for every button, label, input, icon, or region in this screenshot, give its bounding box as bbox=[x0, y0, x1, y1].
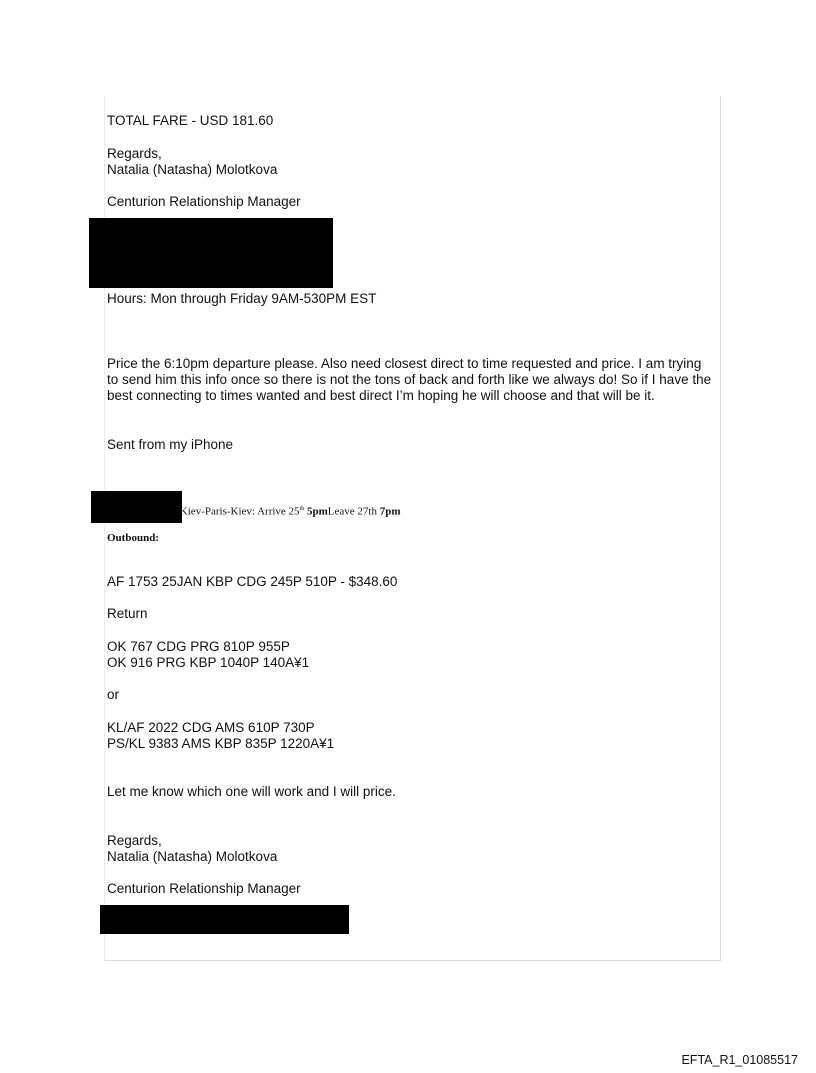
return-option-2-line-2: PS/KL 9383 AMS KBP 835P 1220A¥1 bbox=[107, 736, 335, 751]
sender-title: Centurion Relationship Manager bbox=[107, 194, 301, 209]
regards-label: Regards, bbox=[107, 833, 162, 848]
return-option-1-line-2: OK 916 PRG KBP 1040P 140A¥1 bbox=[107, 655, 310, 670]
redaction-box bbox=[100, 905, 349, 934]
or-label: or bbox=[107, 687, 120, 702]
route-leave: Leave 27th bbox=[327, 505, 380, 518]
return-label: Return bbox=[107, 606, 148, 621]
redaction-box bbox=[91, 491, 182, 523]
route-prefix: : Kiev-Paris-Kiev: Arrive 25 bbox=[174, 505, 300, 518]
regards-label: Regards, bbox=[107, 146, 162, 161]
business-hours: Hours: Mon through Friday 9AM-530PM EST bbox=[107, 291, 377, 306]
route-line bbox=[174, 502, 400, 519]
closing-note: Let me know which one will work and I will price. bbox=[107, 784, 396, 799]
route-superscript: th bbox=[299, 506, 305, 512]
leave-time: 7pm bbox=[379, 505, 401, 518]
document-id: EFTA_R1_01085517 bbox=[681, 1053, 798, 1067]
arrive-time: 5pm bbox=[306, 505, 328, 518]
outbound-flight: AF 1753 25JAN KBP CDG 245P 510P - $348.60 bbox=[107, 574, 398, 589]
return-option-1-line-1: OK 767 CDG PRG 810P 955P bbox=[107, 639, 290, 654]
sent-from-signature: Sent from my iPhone bbox=[107, 437, 234, 452]
sender-title: Centurion Relationship Manager bbox=[107, 881, 301, 896]
redaction-box bbox=[89, 218, 333, 288]
return-option-2-line-1: KL/AF 2022 CDG AMS 610P 730P bbox=[107, 720, 315, 735]
total-fare: TOTAL FARE - USD 181.60 bbox=[107, 113, 274, 128]
request-body: Price the 6:10pm departure please. Also need closest direct to time requested and price. I am trying to send him this info once so there is not the tons of back and forth like we always do! So if I have the best connecting to times wanted and best direct I’m hoping he will choose and that will be it. bbox=[107, 356, 712, 403]
sender-name: Natalia (Natasha) Molotkova bbox=[107, 849, 278, 864]
sender-name: Natalia (Natasha) Molotkova bbox=[107, 162, 278, 177]
outbound-label: Outbound: bbox=[107, 532, 159, 544]
